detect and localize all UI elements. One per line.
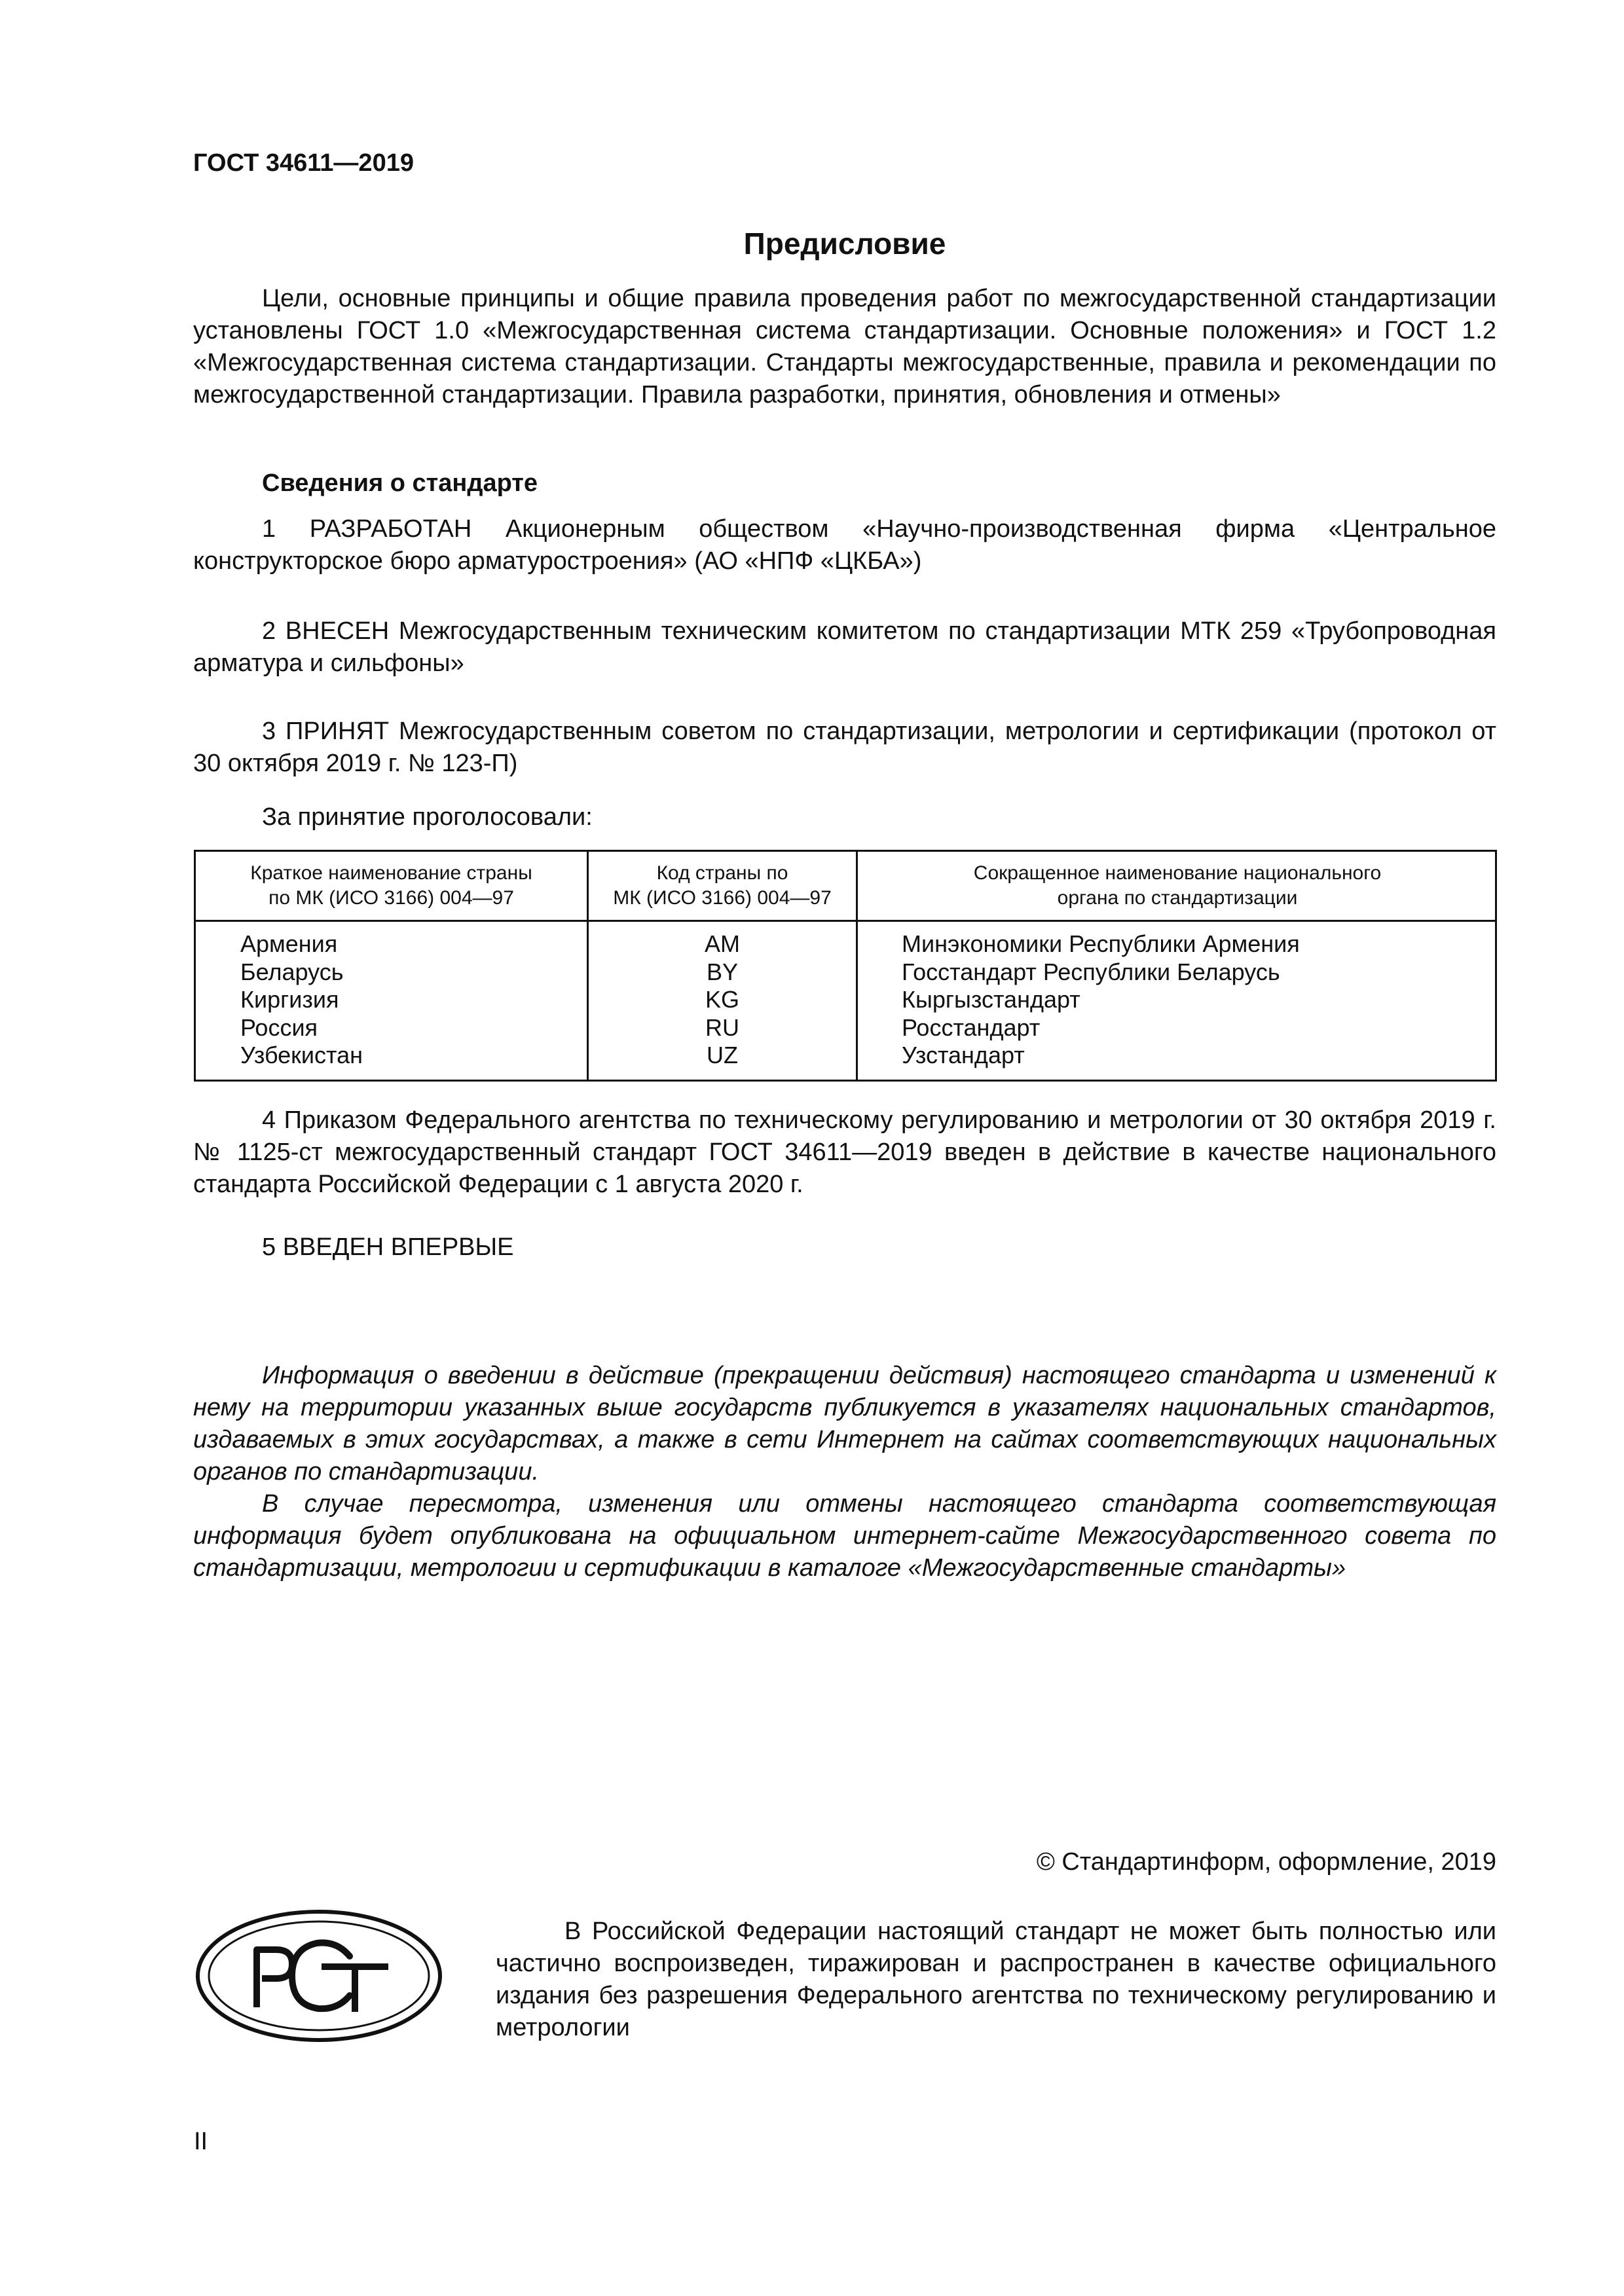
copyright-line: © Стандартинформ, оформление, 2019 [1036,1848,1496,1876]
item-developed: 1 РАЗРАБОТАН Акционерным обществом «Научно-производственная фирма «Центральное конструкторское бюро арматуростроения» (АО «НПФ «ЦКБА») [193,515,1496,575]
table-header-body: Сокращенное наименование национального органа по стандартизации [973,862,1382,909]
table-cell: Узбекистан [240,1042,363,1068]
table-cell: KG [705,986,739,1013]
table-cell: AM [705,930,740,957]
copyright-notice: В Российской Федерации настоящий стандарт не может быть полностью или частично воспроизведен, тиражирован и распространен в качестве официального издания без разрешения Федерального агентства по техническому регулированию и метрологии [496,1918,1496,2041]
table-header-rule [196,920,1495,922]
item-submitted: 2 ВНЕСЕН Межгосударственным техническим комитетом по стандартизации МТК 259 «Трубопроводная арматура и сильфоны» [193,617,1496,677]
page-title: Предисловие [743,227,946,261]
voting-table [194,850,1497,1082]
table-cell: Госстандарт Республики Беларусь [902,958,1280,985]
table-cell: UZ [707,1042,738,1068]
table-cell: Киргизия [240,986,339,1013]
info-paragraph-revision: В случае пересмотра, изменения или отмены настоящего стандарта соответствующая информация будет опубликована на официальном интернет-сайте Межгосударственного совета по стандартизации, метрологии и сертификации в каталоге «Межгосударственные стандарты» [193,1490,1496,1582]
standard-info-heading: Сведения о стандарте [262,469,538,497]
voted-label: За принятие проголосовали: [262,803,593,831]
table-cell: BY [706,958,739,985]
table-cell: RU [705,1013,739,1041]
table-cell: Кыргызстандарт [902,986,1080,1013]
intro-paragraph: Цели, основные принципы и общие правила проведения работ по межгосударственной стандартизации установлены ГОСТ 1.0 «Межгосударственная система стандартизации. Основные положения» и ГОСТ 1.2 «Межгосударственная система стандартизации. Стандарты межгосударственные, правила и рекомендации по межгосударственной стандартизации. Правила разработки, принятия, обновления и отмены» [193,285,1496,409]
table-cell: Росстандарт [902,1013,1041,1041]
rst-certification-mark-icon [194,1909,444,2043]
table-cell: Россия [240,1013,318,1041]
table-cell: Минэкономики Республики Армения [902,930,1300,957]
table-header-country: Краткое наименование страны по МК (ИСО 3166) 004—97 [250,862,532,909]
document-code: ГОСТ 34611—2019 [193,149,414,177]
info-paragraph-publication: Информация о введении в действие (прекращении действия) настоящего стандарта и изменений к нему на территории указанных выше государств публикуется в указателях национальных стандартов, издаваемых в этих государствах, а также в сети Интернет на сайтах соответствующих национальных органов по стандартизации. [193,1362,1496,1485]
item-enacted: 4 Приказом Федерального агентства по техническому регулированию и метрологии от 30 октября 2019 г. № 1125-ст межгосударственный стандарт ГОСТ 34611—2019 введен в действие в качестве национального стандарта Российской Федерации с 1 августа 2020 г. [193,1106,1496,1198]
item-adopted: 3 ПРИНЯТ Межгосударственным советом по стандартизации, метрологии и сертификации (протокол от 30 октября 2019 г. № 123-П) [193,718,1496,777]
table-column-code [589,930,856,1070]
page-number: II [194,2128,208,2155]
item-introduced-first: 5 ВВЕДЕН ВПЕРВЫЕ [262,1233,514,1261]
table-header-code: Код страны по МК (ИСО 3166) 004—97 [613,862,832,909]
table-cell: Узстандарт [902,1042,1025,1068]
table-cell: Армения [240,930,338,957]
table-cell: Беларусь [240,958,344,985]
table-column-country [240,930,363,1070]
table-column-body [902,930,1300,1070]
